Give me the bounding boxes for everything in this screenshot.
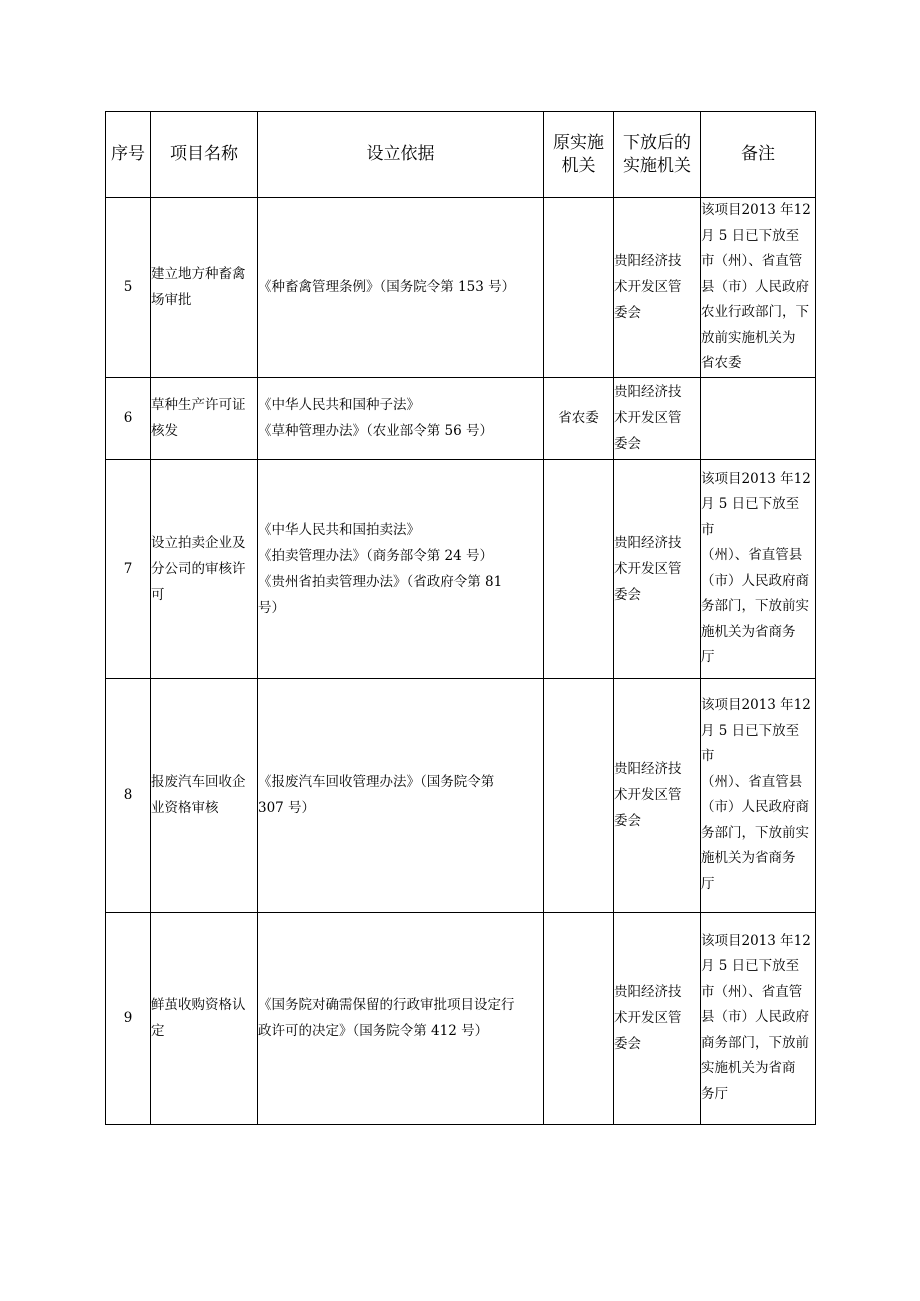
row-new-agency-line: 术开发区管: [614, 787, 682, 803]
row-new-agency-line: 贵阳经济技: [614, 761, 682, 777]
row-name-line: 设立拍卖企业及: [151, 534, 246, 551]
row-name-line: 分公司的审核许: [151, 560, 246, 577]
header-orig-agency-line: 机关: [561, 155, 596, 176]
row-note: [701, 912, 816, 1124]
row-name-line: 定: [151, 1023, 165, 1039]
row-note-line: 月 5 日已下放至: [701, 722, 800, 739]
row-note-line: 市（州）、省直管: [701, 253, 803, 269]
row-name-line: 业资格审核: [151, 800, 219, 816]
row-note: [701, 377, 816, 459]
row-name-line: 草种生产许可证: [151, 397, 246, 413]
row-name: [151, 377, 258, 459]
row-note: [701, 198, 816, 378]
header-orig-agency: [544, 112, 614, 198]
table-row: [106, 912, 816, 1124]
row-note-line: 月 5 日已下放至: [701, 496, 800, 512]
row-no: 9: [106, 912, 151, 1124]
table-header-row: [106, 112, 816, 198]
row-new-agency-line: 术开发区管: [614, 1010, 682, 1026]
row-note-line: 实施机关为省商: [701, 1060, 796, 1077]
row-note-line: 务部门，下放前实: [701, 598, 809, 614]
row-note-line: （州）、省直管县: [701, 547, 803, 563]
row-new-agency: [614, 377, 701, 459]
approval-items-table: [105, 111, 816, 1125]
row-orig-agency: 省农委: [544, 377, 614, 459]
table-row: [106, 678, 816, 912]
header-no: 序号: [106, 112, 151, 198]
header-new-agency-line: 下放后的: [623, 132, 691, 153]
row-note-line: 省农委: [701, 355, 742, 371]
row-basis-line: 号）: [258, 599, 285, 616]
row-note-line: 商务部门，下放前: [701, 1034, 809, 1051]
row-new-agency-line: 委会: [614, 813, 641, 829]
row-name: [151, 198, 258, 378]
row-note-line: 农业行政部门，下: [701, 304, 809, 320]
row-name-line: 可: [151, 586, 165, 603]
row-note-line: 务部门，下放前实: [701, 824, 809, 841]
row-orig-agency: [544, 198, 614, 378]
row-no: 7: [106, 459, 151, 678]
row-new-agency-line: 贵阳经济技: [614, 984, 682, 1000]
row-name: [151, 912, 258, 1124]
row-basis-line: 《种畜禽管理条例》（国务院令第 153 号）: [258, 279, 516, 296]
row-note-line: 月 5 日已下放至: [701, 227, 800, 244]
row-note-line: 厅: [701, 649, 715, 665]
row-basis-line: 《草种管理办法》（农业部令第 56 号）: [258, 423, 494, 439]
row-name-line: 建立地方种畜禽: [151, 266, 246, 283]
row-basis: [258, 377, 544, 459]
row-note-line: 市（州）、省直管: [701, 983, 803, 1000]
table-row: [106, 459, 816, 678]
row-new-agency-line: 委会: [614, 1036, 641, 1052]
row-note-line: 该项目2013 年12: [701, 470, 811, 487]
row-note-line: 务厅: [701, 1085, 728, 1102]
row-note-line: （市）人民政府商: [701, 572, 809, 589]
row-name-line: 场审批: [151, 292, 192, 309]
row-note-line: 市: [701, 521, 715, 538]
row-new-agency-line: 术开发区管: [614, 560, 682, 577]
row-note-line: 该项目2013 年12: [701, 697, 811, 713]
row-new-agency: [614, 459, 701, 678]
row-new-agency-line: 术开发区管: [614, 410, 682, 426]
row-basis-line: 《中华人民共和国拍卖法》: [258, 521, 420, 538]
header-new-agency: [614, 112, 701, 198]
row-orig-agency: [544, 459, 614, 678]
row-new-agency-line: 贵阳经济技: [614, 253, 682, 270]
row-note: [701, 678, 816, 912]
row-basis-line: 307 号）: [258, 800, 316, 816]
row-name: [151, 459, 258, 678]
row-note-line: 该项目2013 年12: [701, 202, 811, 218]
row-orig-agency: [544, 912, 614, 1124]
row-basis-line: 《贵州省拍卖管理办法》（省政府令第 81: [258, 573, 503, 590]
row-note-line: （市）人民政府商: [701, 799, 809, 815]
row-note-line: 该项目2013 年12: [701, 932, 811, 949]
row-note-line: 市: [701, 748, 715, 764]
row-basis-line: 《报废汽车回收管理办法》（国务院令第: [258, 774, 495, 790]
row-no: 5: [106, 198, 151, 378]
table-row: [106, 198, 816, 378]
row-new-agency: [614, 198, 701, 378]
row-new-agency-line: 贵阳经济技: [614, 534, 682, 551]
row-basis-line: 政许可的决定》（国务院令第 412 号）: [258, 1023, 489, 1039]
row-note-line: 月 5 日已下放至: [701, 958, 800, 975]
row-basis-line: 《国务院对确需保留的行政审批项目设定行: [258, 997, 515, 1013]
row-no: 8: [106, 678, 151, 912]
row-note-line: （州）、省直管县: [701, 773, 803, 790]
row-new-agency: [614, 678, 701, 912]
row-basis: [258, 912, 544, 1124]
row-new-agency-line: 委会: [614, 436, 641, 452]
row-new-agency-line: 委会: [614, 586, 641, 603]
row-name-line: 报废汽车回收企: [151, 774, 246, 790]
row-orig-agency: [544, 678, 614, 912]
header-orig-agency-line: 原实施: [553, 132, 604, 153]
row-basis-line: 《拍卖管理办法》（商务部令第 24 号）: [258, 547, 494, 564]
row-basis: [258, 198, 544, 378]
row-note-line: 县（市）人民政府: [701, 278, 809, 295]
row-no: 6: [106, 377, 151, 459]
row-name-line: 鲜茧收购资格认: [151, 997, 246, 1013]
row-note: [701, 459, 816, 678]
row-new-agency-line: 术开发区管: [614, 279, 682, 296]
row-note-line: 厅: [701, 875, 715, 892]
header-new-agency-line: 实施机关: [623, 155, 691, 176]
row-new-agency-line: 贵阳经济技: [614, 384, 682, 400]
row-basis-line: 《中华人民共和国种子法》: [258, 397, 420, 413]
row-new-agency-line: 委会: [614, 305, 641, 322]
row-note-line: 县（市）人民政府: [701, 1009, 809, 1026]
header-basis: 设立依据: [258, 112, 544, 198]
row-note-line: 放前实施机关为: [701, 329, 796, 346]
row-basis: [258, 678, 544, 912]
row-name-line: 核发: [151, 423, 178, 439]
row-new-agency: [614, 912, 701, 1124]
row-name: [151, 678, 258, 912]
row-note-line: 施机关为省商务: [701, 623, 796, 640]
header-name: 项目名称: [151, 112, 258, 198]
table-row: [106, 377, 816, 459]
row-basis: [258, 459, 544, 678]
header-note: 备注: [701, 112, 816, 198]
row-note-line: 施机关为省商务: [701, 850, 796, 866]
